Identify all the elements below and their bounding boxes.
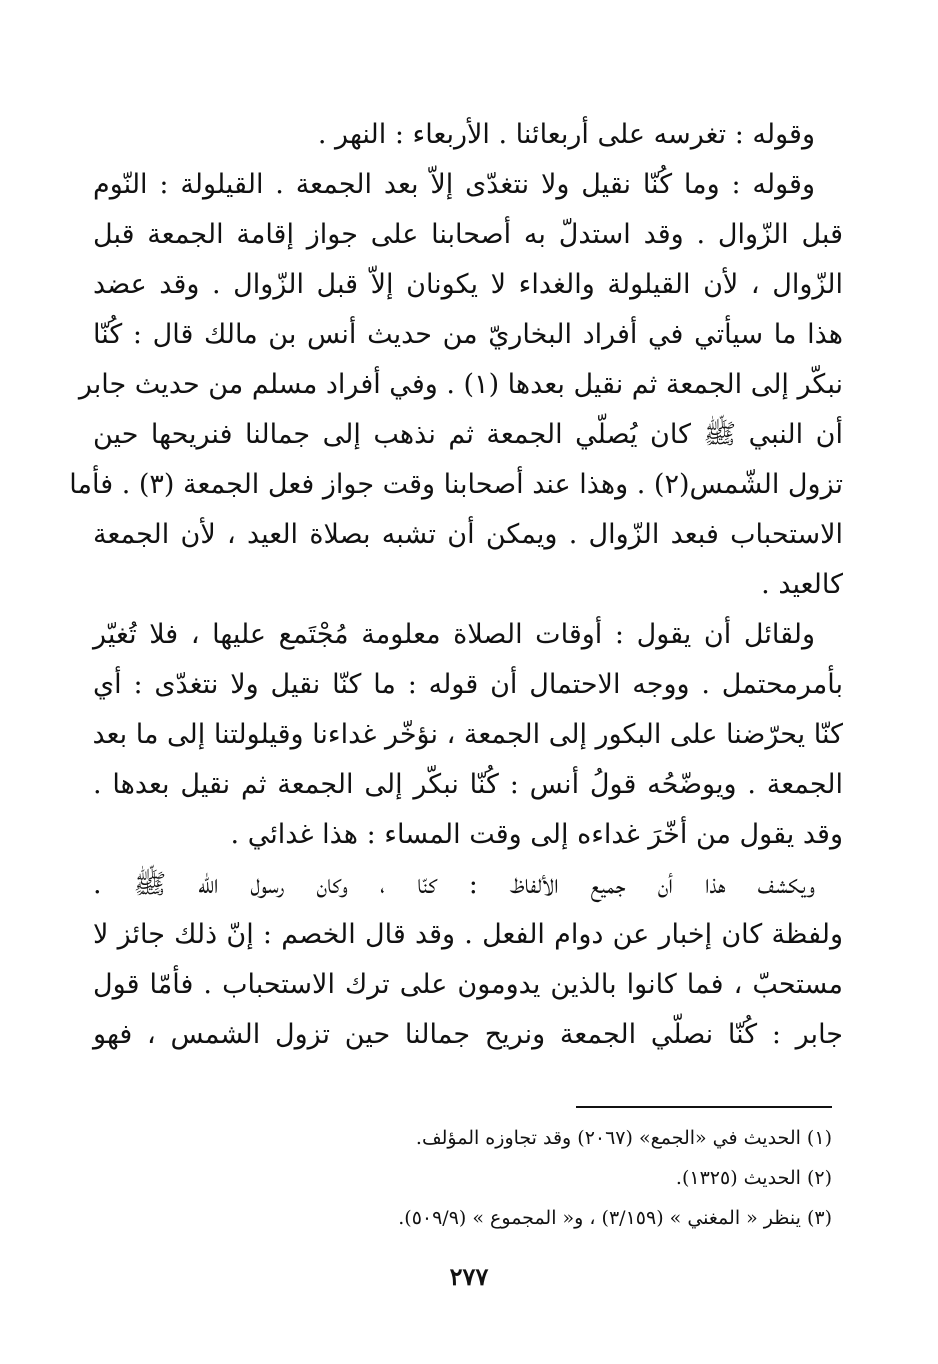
- text-line: كالعيد .: [761, 569, 843, 600]
- text-line: هذا ما سيأتي في أفراد البخاريّ من حديث أنس بن مالك قال : كُنّا: [93, 319, 843, 350]
- text-line: وقوله : وما كُنّا نقيل ولا نتغدّى إلاّ بعد الجمعة . القيلولة : النّوم: [93, 169, 816, 200]
- footnote: (١) الحديث في «الجمع» (٢٠٦٧) وقد تجاوزه المؤلف.: [415, 1127, 832, 1149]
- text-line: الاستحباب فبعد الزّوال . ويمكن أن تشبه بصلاة العيد ، لأن الجمعة: [93, 519, 843, 550]
- text-line: أن النبي ﷺ كان يُصلّي الجمعة ثم نذهب إلى جمالنا فنريحها حين: [93, 419, 843, 450]
- text-line: نبكّر إلى الجمعة ثم نقيل بعدها (١) . وفي أفراد مسلم من حديث جابر: [78, 369, 843, 400]
- text-line: قبل الزّوال . وقد استدلّ به أصحابنا على جواز إقامة الجمعة قبل: [93, 219, 843, 250]
- text-line: الجمعة . ويوضّحُه قولُ أنس : كُنّا نبكّر إلى الجمعة ثم نقيل بعدها .: [93, 769, 843, 800]
- footnote-separator: [576, 1106, 832, 1108]
- text-line: وقد يقول من أخّرَ غداءه إلى وقت المساء : هذا غدائي .: [230, 819, 843, 850]
- text-line: بأمرمحتمل . ووجه الاحتمال أن قوله : ما كنّا نقيل ولا نتغدّى : أي: [93, 669, 843, 700]
- text-line: الزّوال ، لأن القيلولة والغداء لا يكونان إلاّ قبل الزّوال . وقد عضد: [93, 269, 843, 300]
- text-line: ولقائل أن يقول : أوقات الصلاة معلومة مُجْتَمع عليها ، فلا تُغيّر: [93, 619, 815, 650]
- text-line: ويكشف هذا أن جميع الألفاظ : كنّا ، وكان رسول الله ﷺ .: [93, 869, 815, 900]
- page-number: ٢٧٧: [449, 1262, 489, 1291]
- text-line: وقوله : تغرسه على أربعائنا . الأربعاء : النهر .: [317, 119, 815, 150]
- text-line: جابر : كُنّا نصلّي الجمعة ونريح جمالنا حين تزول الشمس ، فهو: [93, 1019, 843, 1050]
- text-line: تزول الشّمس(٢) . وهذا عند أصحابنا وقت جواز فعل الجمعة (٣) . فأما: [69, 469, 843, 500]
- text-line: كنّا يحرّضنا على البكور إلى الجمعة ، نؤخّر غداءنا وقيلولتنا إلى ما بعد: [92, 719, 843, 750]
- text-line: مستحبّ ، فما كانوا بالذين يدومون على ترك الاستحباب . فأمّا قول: [93, 969, 843, 1000]
- footnote: (٢) الحديث (١٣٢٥).: [675, 1167, 832, 1189]
- text-line: ولفظة كان إخبار عن دوام الفعل . وقد قال الخصم : إنّ ذلك جائز لا: [93, 919, 843, 950]
- footnote: (٣) ينظر « المغني » (٣/١٥٩) ، و« المجموع » (٥٠٩/٩).: [398, 1207, 832, 1229]
